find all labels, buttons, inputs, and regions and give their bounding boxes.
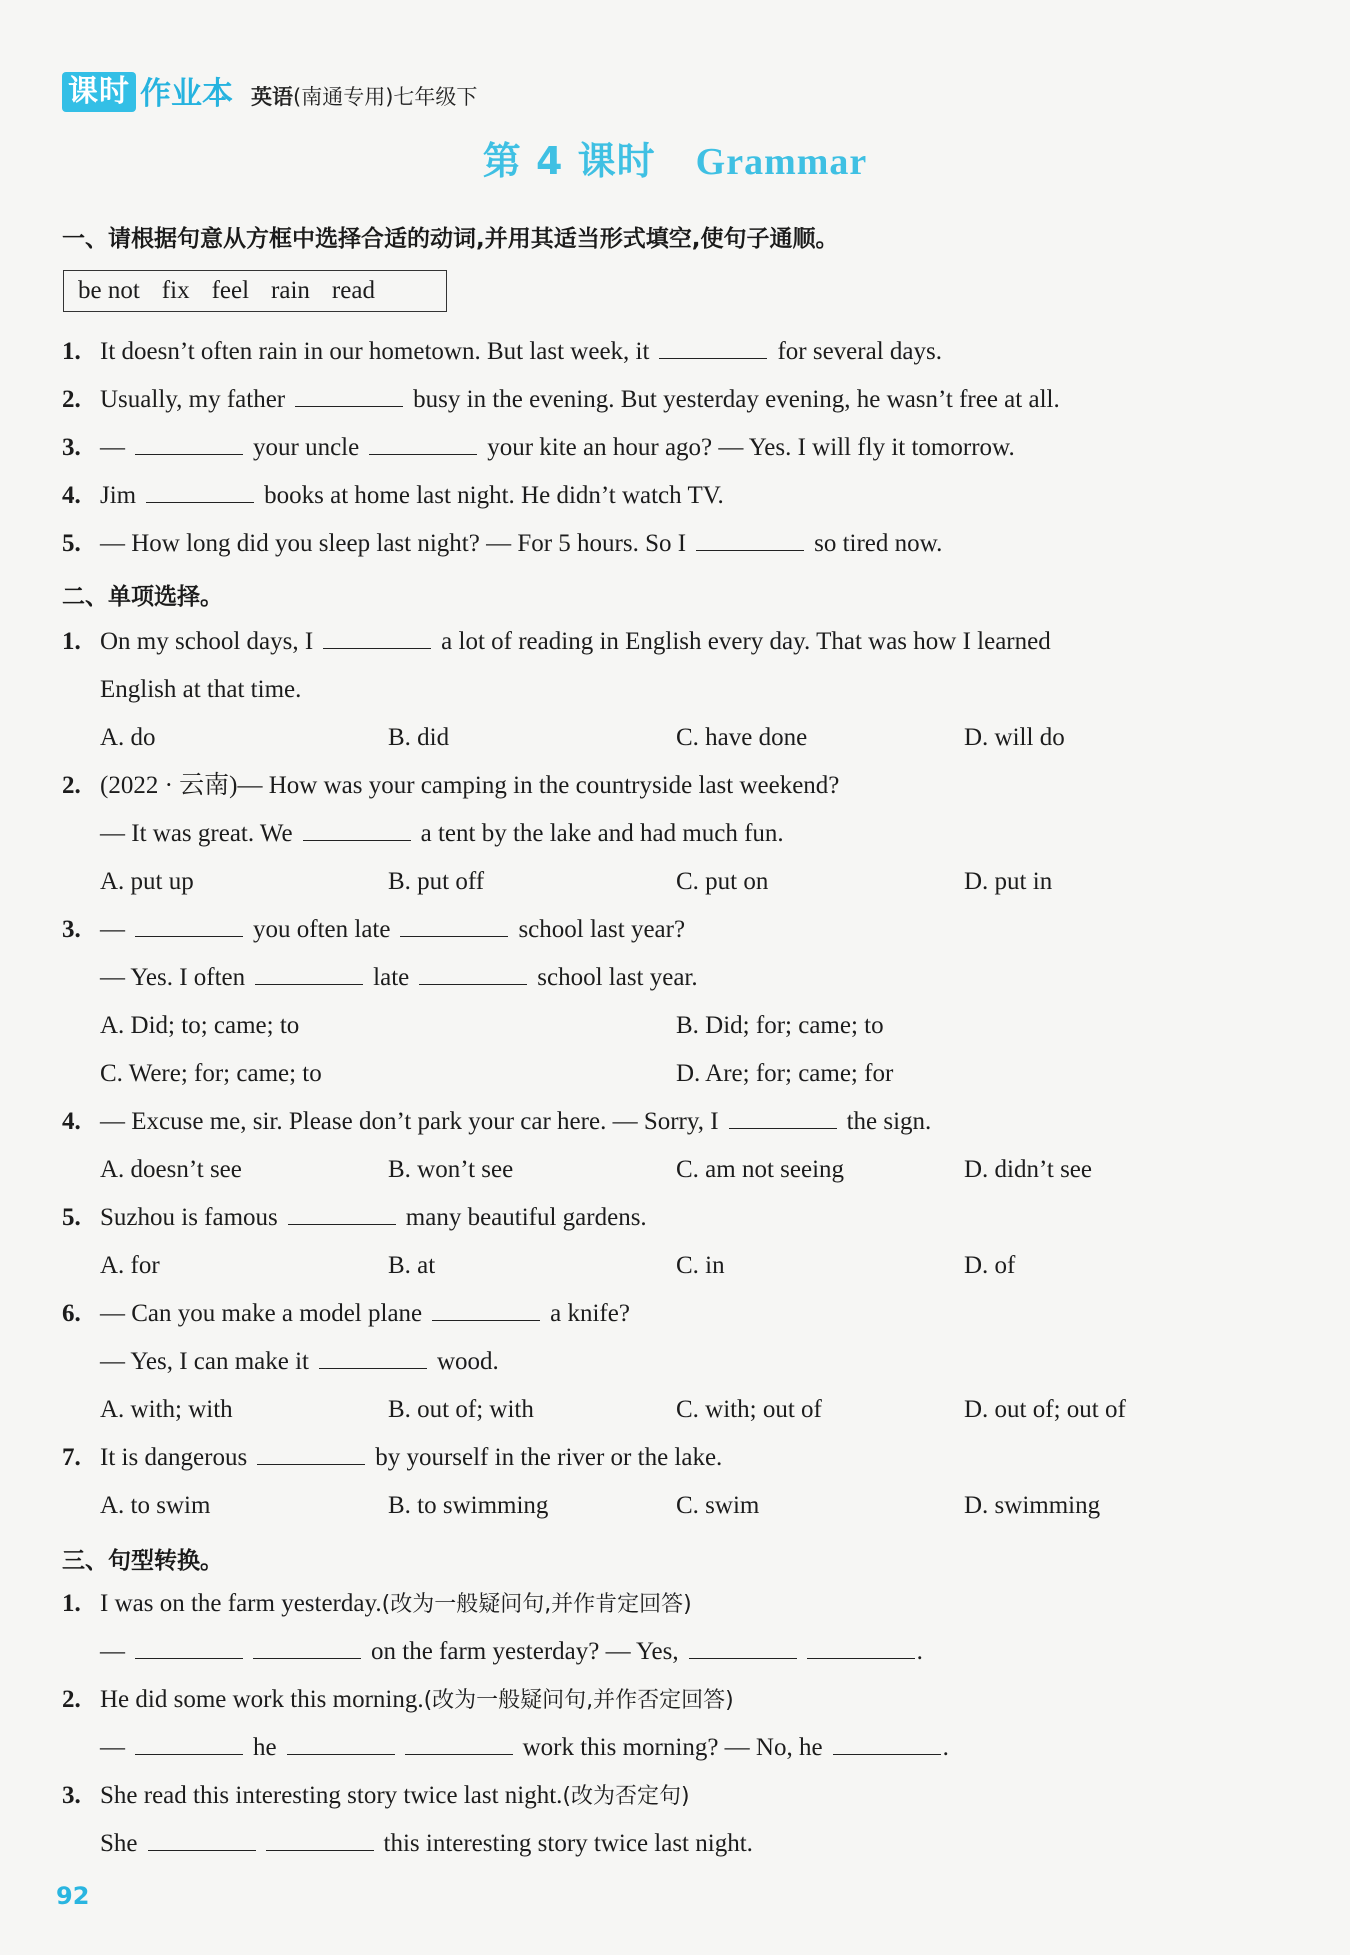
part2-q1-cont: English at that time.	[100, 676, 302, 703]
answer-blank[interactable]	[266, 1828, 374, 1851]
part1-item-1: 1. It doesn’t often rain in our hometown. But last week, it for several days.	[62, 338, 942, 365]
answer-blank[interactable]	[146, 480, 254, 503]
answer-blank[interactable]	[696, 528, 804, 551]
option-c[interactable]: C. with; out of	[676, 1396, 822, 1423]
answer-blank[interactable]	[807, 1636, 915, 1659]
word-bank-box	[63, 270, 447, 312]
option-d[interactable]: D. Are; for; came; for	[676, 1060, 894, 1087]
answer-blank[interactable]	[432, 1298, 540, 1321]
option-b[interactable]: B. out of; with	[388, 1396, 534, 1423]
part1-heading: 一、请根据句意从方框中选择合适的动词,并用其适当形式填空,使句子通顺。	[62, 226, 839, 252]
answer-blank[interactable]	[400, 914, 508, 937]
part2-q3: 3. — you often late school last year?	[62, 916, 686, 943]
part2-q2-answer: — It was great. We a tent by the lake and had much fun.	[100, 820, 784, 847]
part2-q2: 2. (2022 · 云南)— How was your camping in the countryside last weekend?	[62, 772, 840, 799]
part2-q6: 6. — Can you make a model plane a knife?	[62, 1300, 630, 1327]
part1-item-5: 5. — How long did you sleep last night? — For 5 hours. So I so tired now.	[62, 530, 943, 557]
option-a[interactable]: A. put up	[100, 868, 194, 895]
answer-blank[interactable]	[288, 1202, 396, 1225]
option-b[interactable]: B. won’t see	[388, 1156, 514, 1183]
part3-heading: 三、句型转换。	[62, 1548, 223, 1574]
word-bank-item: be not	[78, 277, 140, 304]
option-d[interactable]: D. of	[964, 1252, 1016, 1279]
word-bank-item: rain	[271, 277, 310, 304]
option-b[interactable]: B. put off	[388, 868, 485, 895]
option-c[interactable]: C. Were; for; came; to	[100, 1060, 322, 1087]
part3-q2: 2. He did some work this morning.(改为一般疑问句,并作否定回答)	[62, 1686, 734, 1713]
series-logo: 课时	[62, 72, 136, 112]
option-c[interactable]: C. put on	[676, 868, 769, 895]
answer-blank[interactable]	[689, 1636, 797, 1659]
answer-blank[interactable]	[303, 818, 411, 841]
option-c[interactable]: C. am not seeing	[676, 1156, 845, 1183]
answer-blank[interactable]	[135, 1636, 243, 1659]
option-a[interactable]: A. doesn’t see	[100, 1156, 242, 1183]
answer-blank[interactable]	[135, 432, 243, 455]
part2-q6-answer: — Yes, I can make it wood.	[100, 1348, 499, 1375]
option-c[interactable]: C. swim	[676, 1492, 760, 1519]
part2-q7: 7. It is dangerous by yourself in the river or the lake.	[62, 1444, 723, 1471]
part2-heading: 二、单项选择。	[62, 584, 223, 610]
answer-blank[interactable]	[419, 962, 527, 985]
answer-blank[interactable]	[148, 1828, 256, 1851]
lesson-title: 第 4 课时 Grammar	[482, 139, 868, 183]
option-d[interactable]: D. will do	[964, 724, 1065, 751]
answer-blank[interactable]	[405, 1732, 513, 1755]
word-bank-item: read	[331, 277, 375, 304]
option-b[interactable]: B. Did; for; came; to	[676, 1012, 884, 1039]
part3-q3: 3. She read this interesting story twice last night.(改为否定句)	[62, 1782, 690, 1809]
answer-blank[interactable]	[135, 914, 243, 937]
part1-item-4: 4. Jim books at home last night. He didn’t watch TV.	[62, 482, 724, 509]
option-c[interactable]: C. in	[676, 1252, 725, 1279]
option-d[interactable]: D. out of; out of	[964, 1396, 1126, 1423]
answer-blank[interactable]	[369, 432, 477, 455]
answer-blank[interactable]	[295, 384, 403, 407]
answer-blank[interactable]	[659, 336, 767, 359]
part1-item-3: 3. — your uncle your kite an hour ago? — Yes. I will fly it tomorrow.	[62, 434, 1015, 461]
option-d[interactable]: D. put in	[964, 868, 1053, 895]
option-a[interactable]: A. to swim	[100, 1492, 211, 1519]
word-bank-item: feel	[211, 277, 250, 304]
answer-blank[interactable]	[833, 1732, 941, 1755]
part3-q3-answer: She this interesting story twice last night.	[100, 1830, 753, 1857]
answer-blank[interactable]	[319, 1346, 427, 1369]
option-a[interactable]: A. do	[100, 724, 156, 751]
option-d[interactable]: D. didn’t see	[964, 1156, 1092, 1183]
part3-q1-answer: — on the farm yesterday? — Yes, .	[100, 1638, 923, 1665]
answer-blank[interactable]	[287, 1732, 395, 1755]
answer-blank[interactable]	[135, 1732, 243, 1755]
option-a[interactable]: A. for	[100, 1252, 160, 1279]
book-title: 英语(南通专用)七年级下	[251, 85, 478, 109]
word-bank-item: fix	[161, 277, 190, 304]
part2-q1: 1. On my school days, I a lot of reading in English every day. That was how I learned	[62, 628, 1051, 655]
option-a[interactable]: A. with; with	[100, 1396, 233, 1423]
answer-blank[interactable]	[255, 962, 363, 985]
option-b[interactable]: B. to swimming	[388, 1492, 549, 1519]
option-d[interactable]: D. swimming	[964, 1492, 1101, 1519]
option-b[interactable]: B. at	[388, 1252, 436, 1279]
answer-blank[interactable]	[253, 1636, 361, 1659]
answer-blank[interactable]	[257, 1442, 365, 1465]
part3-q2-answer: — he work this morning? — No, he .	[100, 1734, 949, 1761]
option-a[interactable]: A. Did; to; came; to	[100, 1012, 300, 1039]
option-c[interactable]: C. have done	[676, 724, 808, 751]
part2-q5: 5. Suzhou is famous many beautiful gardens.	[62, 1204, 647, 1231]
option-b[interactable]: B. did	[388, 724, 450, 751]
series-name: 作业本	[140, 76, 233, 112]
page-number: 92	[56, 1882, 90, 1910]
part1-item-2: 2. Usually, my father busy in the evening. But yesterday evening, he wasn’t free at all.	[62, 386, 1060, 413]
book-header	[62, 72, 477, 112]
part2-q4: 4. — Excuse me, sir. Please don’t park your car here. — Sorry, I the sign.	[62, 1108, 932, 1135]
answer-blank[interactable]	[729, 1106, 837, 1129]
answer-blank[interactable]	[323, 626, 431, 649]
part3-q1: 1. I was on the farm yesterday.(改为一般疑问句,并作肯定回答)	[62, 1590, 692, 1617]
part2-q3-answer: — Yes. I often late school last year.	[100, 964, 698, 991]
